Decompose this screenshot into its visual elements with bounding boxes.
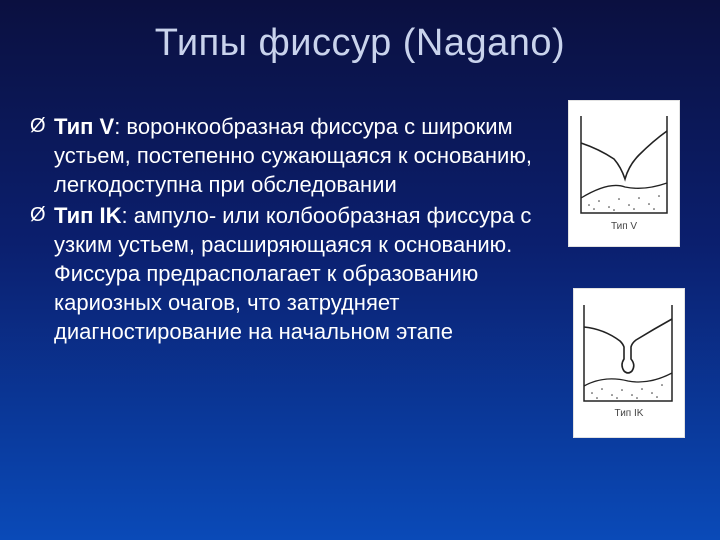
bullet-text [54,201,550,346]
bullet-body: : воронкообразная фиссура с широким устьем, постепенно сужающаяся к основанию, легкодоступна при обследовании [54,114,532,197]
bullet-list [30,112,550,348]
bullet-body: : ампуло- или колбообразная фиссура с узким устьем, расширяющаяся к основанию. Фиссура предрасполагает к образованию кариозных очагов, что затрудняет диагностирование на начальном этапе [54,203,532,344]
figure-caption: Тип V [610,221,638,232]
figure-type-ik [573,288,685,438]
bullet-type-ik [30,201,550,346]
bullet-text [54,112,550,199]
bullet-lead: Тип V [54,114,115,139]
arrow-bullet-icon: Ø [30,115,46,137]
figure-caption: Тип IK [614,408,644,419]
arrow-bullet-icon: Ø [30,204,46,226]
figure-type-v [568,100,680,247]
slide-title: Типы фиссур (Nagano) [154,22,566,64]
bullet-type-v [30,112,550,199]
bullet-lead: Тип IK [54,203,122,228]
